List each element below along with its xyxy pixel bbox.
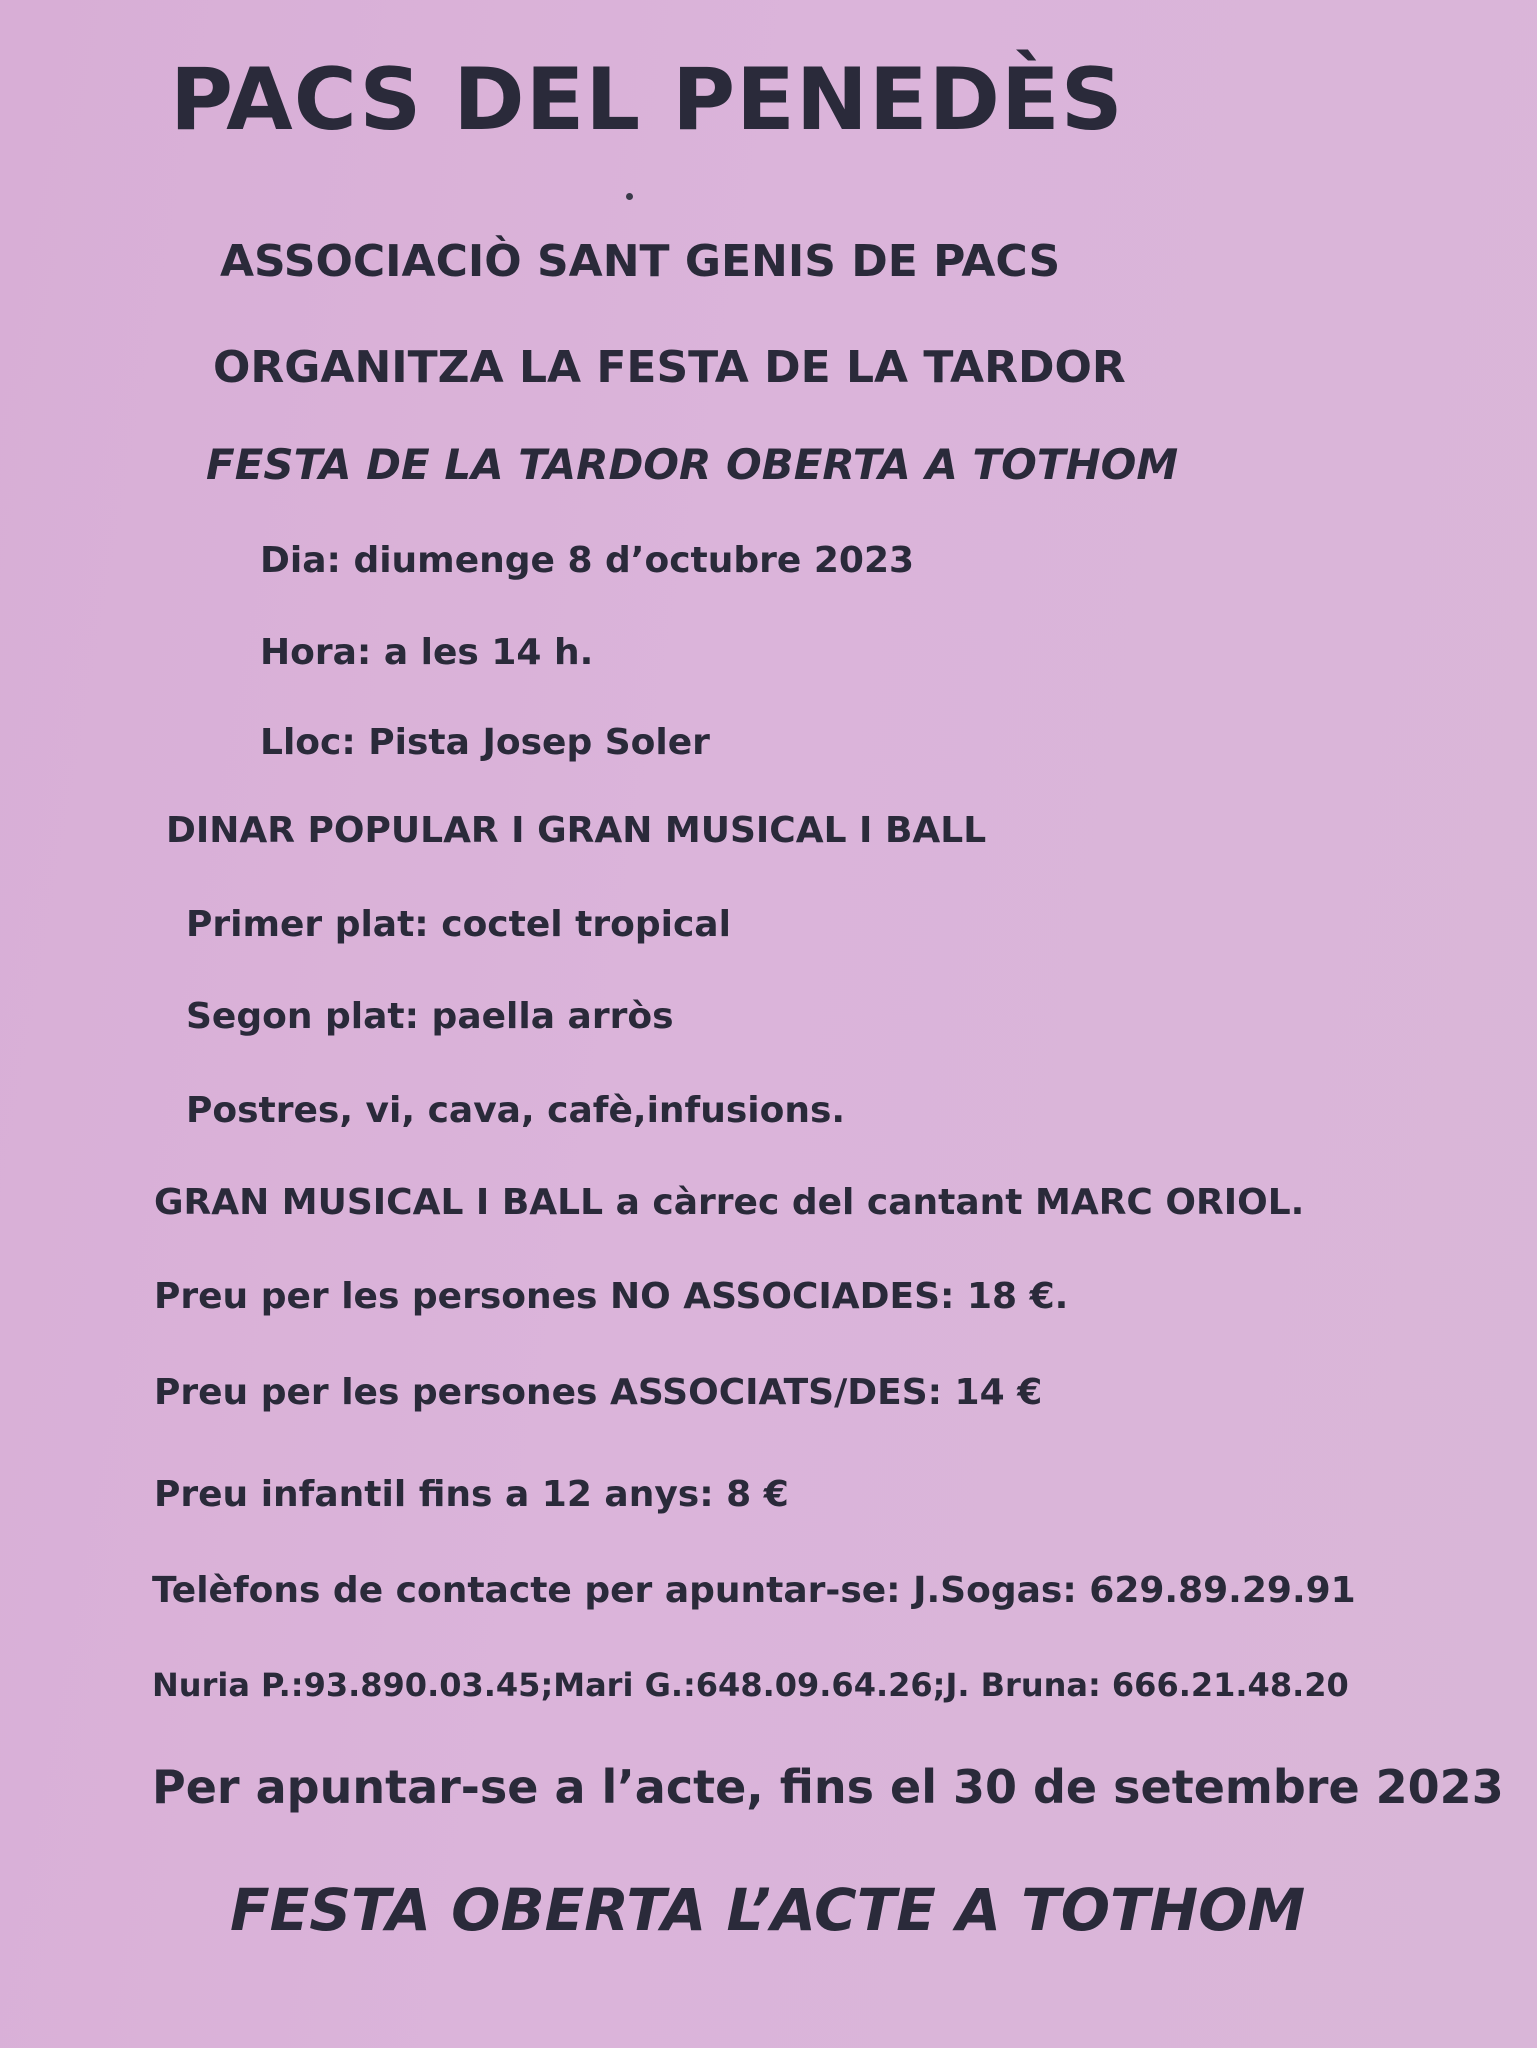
association-name: ASSOCIACIÒ SANT GENIS DE PACS <box>220 236 1061 287</box>
event-day: Dia: diumenge 8 d’octubre 2023 <box>260 540 915 581</box>
menu-desserts: Postres, vi, cava, cafè,infusions. <box>186 1090 846 1131</box>
menu-first-course: Primer plat: coctel tropical <box>186 904 731 945</box>
price-members: Preu per les persones ASSOCIATS/DES: 14 € <box>154 1372 1043 1413</box>
music-line: GRAN MUSICAL I BALL a càrrec del cantant MARC ORIOL. <box>154 1182 1305 1223</box>
event-place: Lloc: Pista Josep Soler <box>260 722 710 763</box>
closing-line: FESTA OBERTA L’ACTE A TOTHOM <box>230 1876 1306 1944</box>
event-hour: Hora: a les 14 h. <box>260 632 594 673</box>
price-non-members: Preu per les persones NO ASSOCIADES: 18 €. <box>154 1276 1069 1317</box>
registration-deadline: Per apuntar-se a l’acte, fins el 30 de setembre 2023 <box>152 1760 1504 1814</box>
ink-dot <box>626 193 633 200</box>
poster-title: PACS DEL PENEDÈS <box>170 50 1124 150</box>
contact-phones-line-2: Nuria P.:93.890.03.45;Mari G.:648.09.64.26;J. Bruna: 666.21.48.20 <box>152 1666 1349 1704</box>
subtitle: FESTA DE LA TARDOR OBERTA A TOTHOM <box>206 440 1179 489</box>
event-description: DINAR POPULAR I GRAN MUSICAL I BALL <box>166 810 987 851</box>
contact-phones-line-1: Telèfons de contacte per apuntar-se: J.Sogas: 629.89.29.91 <box>152 1570 1356 1611</box>
price-children: Preu infantil fins a 12 anys: 8 € <box>154 1474 789 1515</box>
menu-second-course: Segon plat: paella arròs <box>186 996 674 1037</box>
organizes-line: ORGANITZA LA FESTA DE LA TARDOR <box>213 342 1126 393</box>
